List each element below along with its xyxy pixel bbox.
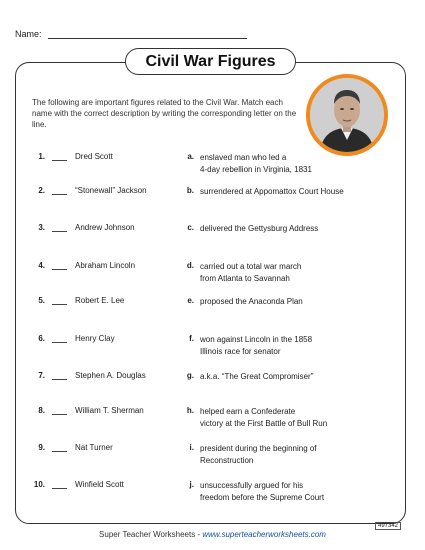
figure-name: William T. Sherman (75, 406, 144, 415)
answer-blank[interactable] (52, 342, 67, 343)
item-number: 4. (38, 261, 45, 270)
item-number: 7. (38, 371, 45, 380)
figure-name: Stephen A. Douglas (75, 371, 146, 380)
description-letter: c. (187, 223, 194, 232)
figure-name: Andrew Johnson (75, 223, 135, 232)
description-letter: h. (186, 406, 194, 415)
description-letter: g. (186, 371, 194, 380)
figure-name: Winfield Scott (75, 480, 124, 489)
description-line-1: won against Lincoln in the 1858 (200, 335, 313, 344)
worksheet-code: 497342 (375, 522, 401, 530)
answer-blank[interactable] (52, 194, 67, 195)
item-number: 2. (38, 186, 45, 195)
figure-name: “Stonewall” Jackson (75, 186, 147, 195)
description-line-1: surrendered at Appomattox Court House (200, 187, 344, 196)
portrait-image (310, 78, 384, 152)
item-number: 8. (38, 406, 45, 415)
footer-url[interactable]: www.superteacherworksheets.com (202, 530, 326, 539)
footer-brand: Super Teacher Worksheets (99, 530, 196, 539)
description-letter: i. (189, 443, 194, 452)
description-letter: d. (186, 261, 194, 270)
description-line-1: proposed the Anaconda Plan (200, 297, 303, 306)
description-line-2: from Atlanta to Savannah (200, 274, 290, 283)
description-line-2: victory at the First Battle of Bull Run (200, 419, 328, 428)
answer-blank[interactable] (52, 231, 67, 232)
figure-name: Henry Clay (75, 334, 115, 343)
description-line-1: carried out a total war march (200, 262, 302, 271)
description-letter: e. (187, 296, 194, 305)
description-line-1: president during the beginning of (200, 444, 317, 453)
description-letter: f. (189, 334, 194, 343)
description-letter: j. (189, 480, 194, 489)
footer-separator: - (195, 530, 203, 539)
footer (0, 530, 425, 539)
description-line-2: Illinois race for senator (200, 347, 281, 356)
answer-blank[interactable] (52, 160, 67, 161)
figure-name: Dred Scott (75, 152, 113, 161)
figure-name: Nat Turner (75, 443, 113, 452)
answer-blank[interactable] (52, 488, 67, 489)
name-label: Name: (15, 29, 42, 39)
portrait (306, 74, 388, 156)
item-number: 6. (38, 334, 45, 343)
answer-blank[interactable] (52, 269, 67, 270)
description-line-1: unsuccessfully argued for his (200, 481, 304, 490)
description-line-1: delivered the Gettysburg Address (200, 224, 319, 233)
item-number: 10. (33, 480, 45, 489)
item-number: 1. (38, 152, 45, 161)
description-line-2: 4-day rebellion in Virginia, 1831 (200, 165, 312, 174)
answer-blank[interactable] (52, 451, 67, 452)
item-number: 3. (38, 223, 45, 232)
figure-name: Abraham Lincoln (75, 261, 136, 270)
figure-name: Robert E. Lee (75, 296, 125, 305)
answer-blank[interactable] (52, 379, 67, 380)
item-number: 9. (38, 443, 45, 452)
description-line-2: freedom before the Supreme Court (200, 493, 325, 502)
answer-blank[interactable] (52, 414, 67, 415)
answer-blank[interactable] (52, 304, 67, 305)
page-title: Civil War Figures (145, 52, 276, 70)
title-box (125, 48, 296, 75)
description-letter: b. (186, 186, 194, 195)
description-line-1: helped earn a Confederate (200, 407, 296, 416)
description-line-1: enslaved man who led a (200, 153, 287, 162)
description-letter: a. (187, 152, 194, 161)
name-line[interactable] (48, 38, 247, 39)
description-line-2: Reconstruction (200, 456, 254, 465)
description-line-1: a.k.a. “The Great Compromiser” (200, 372, 314, 381)
item-number: 5. (38, 296, 45, 305)
instructions: The following are important figures related to the Civil War. Match each name with the correct description by writing the corresponding letter on the line. (32, 98, 297, 129)
